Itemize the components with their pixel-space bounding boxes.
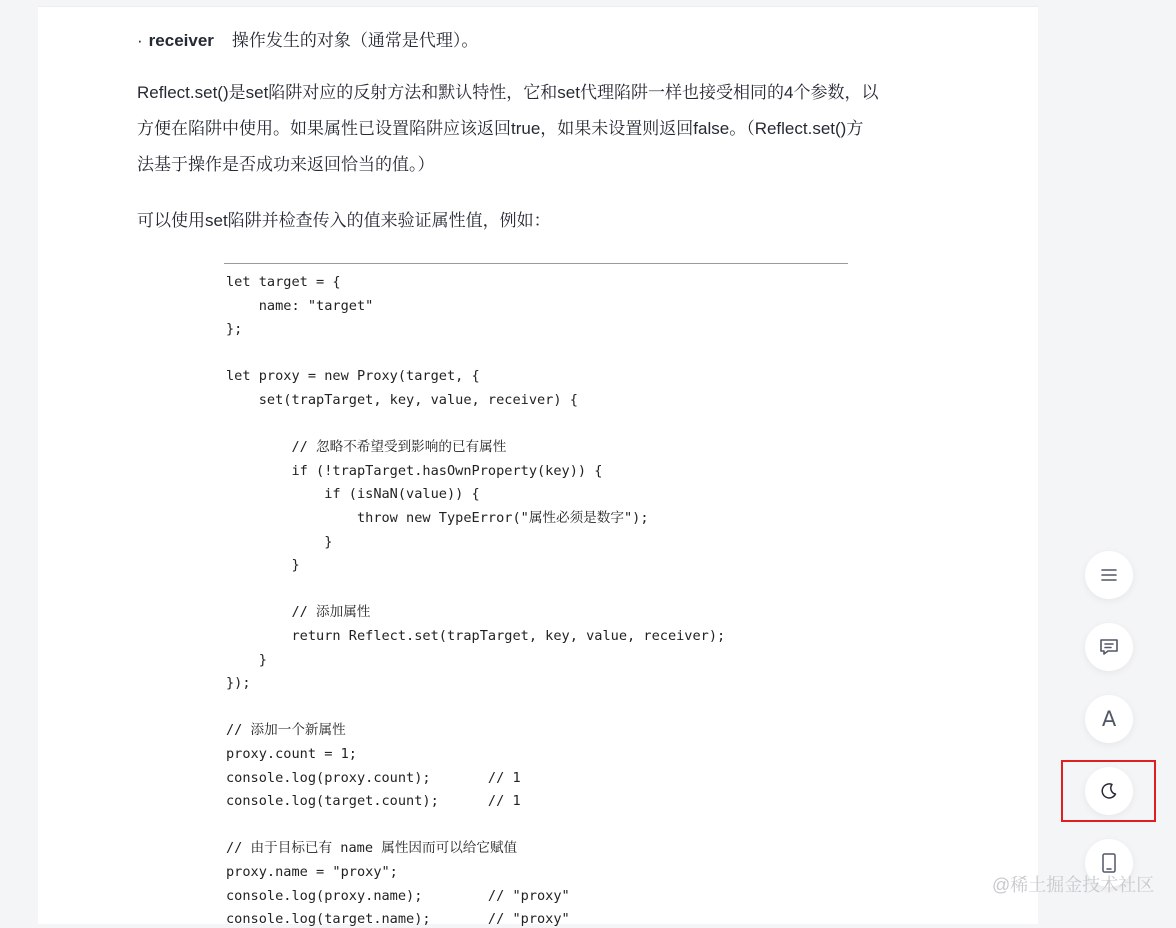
- paragraph-line: 方便在陷阱中使用。如果属性已设置陷阱应该返回true，如果未设置则返回false。（Reflect.set()方: [137, 119, 864, 138]
- font-icon: A: [1101, 707, 1117, 731]
- paragraph-line: Reflect.set()是set陷阱对应的反射方法和默认特性，它和set代理陷阱一样也接受相同的4个参数，以: [137, 83, 879, 102]
- code-line: }: [226, 651, 267, 668]
- code-line: console.log(target.count); // 1: [226, 793, 521, 810]
- watermark: @稀土掘金技术社区: [992, 875, 1155, 895]
- bullet-dot: ·: [137, 31, 143, 50]
- code-line: set(trapTarget, key, value, receiver) {: [226, 392, 578, 408]
- dark-mode-button[interactable]: [1085, 767, 1133, 815]
- code-line: };: [226, 321, 243, 338]
- code-line: console.log(target.name); // "proxy": [226, 911, 570, 928]
- font-button[interactable]: [1085, 695, 1133, 743]
- code-line: console.log(proxy.name); // "proxy": [226, 887, 570, 904]
- paragraph-line: 法基于操作是否成功来返回恰当的值。）: [137, 155, 435, 174]
- paragraph-example-intro: 可以使用set陷阱并检查传入的值来验证属性值，例如：: [137, 211, 551, 230]
- menu-button[interactable]: [1085, 551, 1133, 599]
- code-line: // 添加一个新属性: [226, 722, 346, 739]
- code-line: });: [226, 675, 251, 692]
- moon-icon: [1099, 781, 1119, 801]
- code-line: console.log(proxy.count); // 1: [226, 769, 521, 786]
- code-line: }: [226, 533, 333, 550]
- code-line: // 由于目标已有 name 属性因而可以给它赋值: [226, 840, 518, 857]
- code-line: name: "target": [226, 297, 374, 314]
- bullet-term: receiver: [148, 31, 214, 50]
- bullet-description: 操作发生的对象（通常是代理）。: [231, 31, 479, 50]
- code-line: // 忽略不希望受到影响的已有属性: [226, 439, 507, 456]
- code-line: proxy.name = "proxy";: [226, 864, 398, 880]
- code-line: proxy.count = 1;: [226, 746, 357, 762]
- code-line: // 添加属性: [226, 604, 371, 621]
- code-line: if (isNaN(value)) {: [226, 486, 480, 503]
- code-line: }: [226, 557, 300, 574]
- comment-button[interactable]: [1085, 623, 1133, 671]
- comment-icon: [1098, 636, 1120, 658]
- code-line: throw new TypeError("属性必须是数字");: [226, 510, 649, 526]
- code-line: let proxy = new Proxy(target, {: [226, 368, 480, 385]
- code-line: return Reflect.set(trapTarget, key, value, receiver);: [226, 628, 726, 644]
- paragraph-reflect-set: [137, 75, 947, 183]
- code-line: if (!trapTarget.hasOwnProperty(key)) {: [226, 462, 603, 479]
- code-line: let target = {: [226, 274, 341, 290]
- article-container: [38, 6, 1038, 928]
- code-image: [224, 263, 848, 928]
- bullet-item: [137, 23, 478, 59]
- menu-icon: [1099, 565, 1119, 585]
